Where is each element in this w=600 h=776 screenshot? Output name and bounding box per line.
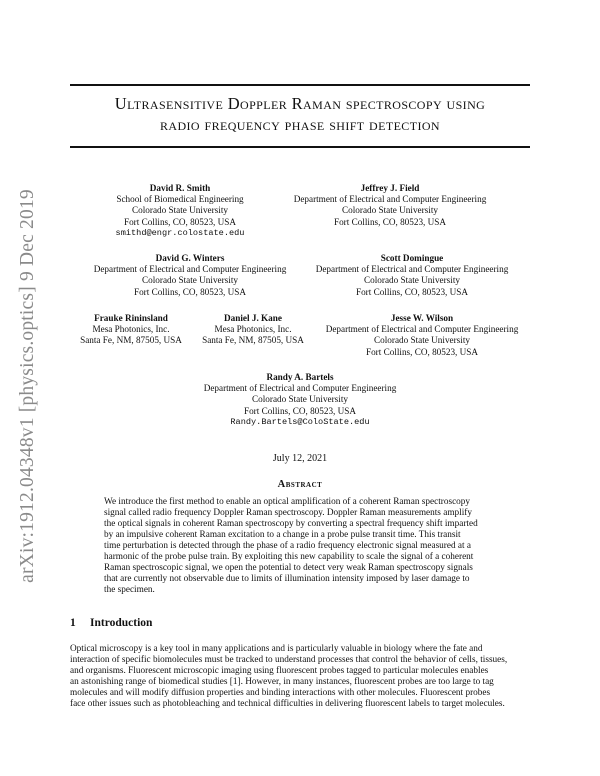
author-email[interactable]: smithd@engr.colostate.edu [115,227,245,238]
section-heading-introduction [70,617,152,629]
author-block-winters [80,253,300,298]
author-block-smith [90,183,270,239]
author-block-domingue [302,253,522,298]
abstract-line: time perturbation is detected through the phase of a radio frequency electronic signal measured at a [104,541,472,552]
body-line: Optical microscopy is a key tool in many applications and is particularly valuable in biology where the fate and [70,644,483,654]
author-block-kane [194,313,312,347]
author-address: Fort Collins, CO, 80523, USA [355,286,469,297]
author-affiliation: School of Biomedical Engineering [116,194,244,205]
author-block-bartels [190,372,410,428]
abstract-line: signal called radio frequency Doppler Raman spectroscopy. Doppler Raman measurements amplify [104,508,472,519]
paper-title-line-1: Ultrasensitive Doppler Raman spectroscopy using [114,94,486,113]
abstract-line: the optical signals in coherent Raman spectroscopy by converting a spectral frequency shift imparted [104,519,478,530]
author-address: Fort Collins, CO, 80523, USA [243,405,357,416]
section-number: 1 [70,617,76,629]
abstract-line: by an impulsive coherent Raman excitation to a change in a probe pulse transit time. This transit [104,530,461,541]
author-affiliation: Colorado State University [374,335,470,346]
abstract-line: harmonic of the probe pulse train. By exploiting this new capability to scale the signal of a coherent [104,552,474,563]
author-address: Fort Collins, CO, 80523, USA [133,286,247,297]
section-title: Introduction [90,617,153,629]
author-address: Santa Fe, NM, 87505, USA [80,335,182,346]
author-name: Jeffrey J. Field [360,183,420,193]
paper-title-line-2: radio frequency phase shift detection [160,115,440,134]
abstract-text [104,497,497,596]
abstract-line: the specimen. [104,585,155,596]
body-line: molecules and will modify diffusion properties and binding interactions with other molecules. Fluorescent probes [70,688,491,699]
abstract-line: that are currently not observable due to limits of illumination intensity imposed by laser damage to [104,574,470,585]
author-affiliation: Department of Electrical and Computer Engineering [315,264,509,275]
author-name: Scott Domingue [380,253,444,263]
author-address: Fort Collins, CO, 80523, USA [365,346,479,357]
arxiv-identifier: arXiv:1912.04348v1 [physics.optics] 9 Dec 2019 [17,189,38,583]
author-address: Santa Fe, NM, 87505, USA [202,335,304,346]
author-affiliation: Department of Electrical and Computer Engineering [293,194,487,205]
introduction-paragraph [70,644,532,711]
author-affiliation: Department of Electrical and Computer Engineering [325,324,519,335]
author-affiliation: Mesa Photonics, Inc. [92,324,170,335]
publication-date: July 12, 2021 [272,453,328,464]
author-name: David R. Smith [149,183,211,193]
author-name: Randy A. Bartels [266,372,334,382]
author-block-wilson [312,313,532,358]
body-line: interaction of specific biomolecules must be tracked to understand processes that control the behavior of cells, tissues, [70,655,508,666]
author-affiliation: Department of Electrical and Computer Engineering [93,264,287,275]
author-email[interactable]: Randy.Bartels@ColoState.edu [230,416,370,427]
body-line: an astonishing range of biomedical studies [1]. However, in many instances, fluorescent probes are too large to tag [70,677,494,688]
body-line: and organisms. Fluorescent microscopic imaging using fluorescent probes tagged to particular molecules enables [70,666,489,677]
abstract-heading: Abstract [277,479,323,490]
author-affiliation: Colorado State University [142,275,238,286]
author-affiliation: Colorado State University [364,275,460,286]
author-name: Frauke Rininsland [94,313,168,323]
body-line: face other issues such as photobleaching and technical difficulties in delivering fluorescent labels to target molecules. [70,699,505,710]
title-top-rule [70,84,530,86]
author-block-field [280,183,500,228]
author-affiliation: Colorado State University [252,394,348,405]
author-block-rininsland [72,313,190,347]
author-name: David G. Winters [155,253,225,263]
author-affiliation: Colorado State University [342,205,438,216]
author-affiliation: Colorado State University [132,205,228,216]
author-name: Daniel J. Kane [224,313,282,323]
abstract-line: We introduce the first method to enable an optical amplification of a coherent Raman spectroscopy [104,497,471,507]
author-name: Jesse W. Wilson [390,313,454,323]
author-address: Fort Collins, CO, 80523, USA [123,216,237,227]
author-address: Fort Collins, CO, 80523, USA [333,216,447,227]
title-bottom-rule [70,146,530,148]
abstract-line: Raman spectroscopic signal, we open the potential to detect very weak Raman spectroscopy signals [104,563,473,574]
author-affiliation: Department of Electrical and Computer Engineering [203,383,397,394]
author-affiliation: Mesa Photonics, Inc. [214,324,292,335]
